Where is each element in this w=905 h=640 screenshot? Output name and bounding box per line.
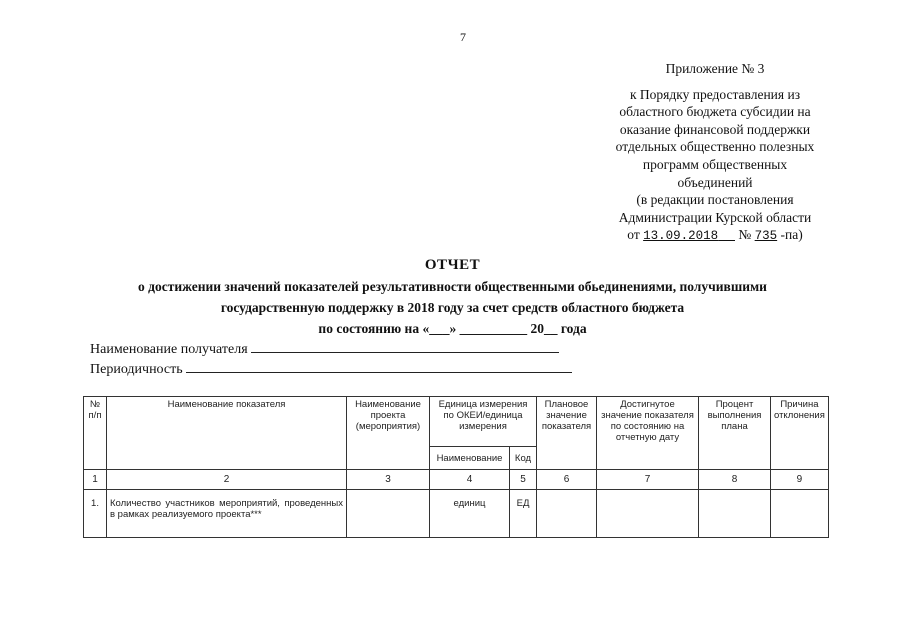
- row-percent: [699, 490, 771, 538]
- header-percent: Процент выполнения плана: [699, 397, 771, 470]
- number-suffix: -па): [780, 227, 803, 243]
- report-title: ОТЧЕТ: [424, 257, 481, 273]
- appendix-line: (в редакции постановления: [636, 192, 794, 208]
- column-number: 3: [347, 470, 430, 490]
- row-planned: [537, 490, 597, 538]
- appendix-line: Администрации Курской области: [618, 209, 812, 225]
- appendix-line: областного бюджета субсидии на: [619, 104, 811, 120]
- number-value: 735: [754, 229, 778, 244]
- header-reason: Причина отклонения: [771, 397, 829, 470]
- report-date-line: по состоянию на «___» __________ 20__ года: [318, 321, 587, 336]
- periodicity-input-line[interactable]: [186, 360, 572, 373]
- row-achieved: [597, 490, 699, 538]
- appendix-line: оказание финансовой поддержки: [619, 121, 811, 137]
- header-planned: Плановое значение показателя: [537, 397, 597, 470]
- row-indicator: Количество участников мероприятий, проведенных в рамках реализуемого проекта***: [107, 490, 347, 538]
- appendix-block: [600, 60, 830, 246]
- row-unit-name: единиц: [430, 490, 510, 538]
- row-reason: [771, 490, 829, 538]
- row-num: 1.: [84, 490, 107, 538]
- row-project: [347, 490, 430, 538]
- appendix-line: отдельных общественно полезных: [615, 139, 815, 155]
- column-number: 4: [430, 470, 510, 490]
- recipient-input-line[interactable]: [251, 340, 559, 353]
- table-row: [84, 490, 829, 538]
- header-unit-group: Единица измерения по ОКЕИ/единица измерения: [430, 397, 537, 447]
- header-project: Наименование проекта (мероприятия): [347, 397, 430, 470]
- periodicity-field: [90, 360, 572, 378]
- header-unit-code: Код: [510, 447, 537, 470]
- appendix-date-line: [600, 226, 830, 246]
- column-number: 5: [510, 470, 537, 490]
- recipient-label: Наименование получателя: [90, 342, 248, 357]
- report-subtitle-line-1: о достижении значений показателей результативности общественными обьединениями, получившими: [138, 279, 767, 294]
- report-subtitle-line-2: государственную поддержку в 2018 году за счет средств областного бюджета: [220, 300, 685, 315]
- appendix-line: программ общественных: [642, 156, 788, 172]
- column-number: 8: [699, 470, 771, 490]
- page-number: 7: [460, 30, 466, 44]
- header-achieved: Достигнутое значение показателя по состоянию на отчетную дату: [597, 397, 699, 470]
- periodicity-label: Периодичность: [90, 362, 183, 377]
- appendix-title: Приложение № 3: [665, 61, 765, 76]
- date-prefix: от: [627, 227, 640, 243]
- column-number: 6: [537, 470, 597, 490]
- column-number: 7: [597, 470, 699, 490]
- date-value: 13.09.2018: [643, 229, 719, 244]
- header-indicator: Наименование показателя: [107, 397, 347, 470]
- header-num: № п/п: [84, 397, 107, 470]
- appendix-line: к Порядку предоставления из: [629, 86, 801, 102]
- row-unit-code: ЕД: [510, 490, 537, 538]
- column-number: 1: [84, 470, 107, 490]
- column-number: 9: [771, 470, 829, 490]
- column-number: 2: [107, 470, 347, 490]
- appendix-line: объединений: [677, 174, 753, 190]
- recipient-field: [90, 340, 559, 358]
- header-unit-name: Наименование: [430, 447, 510, 470]
- number-prefix: №: [738, 227, 752, 243]
- report-table: [83, 396, 829, 538]
